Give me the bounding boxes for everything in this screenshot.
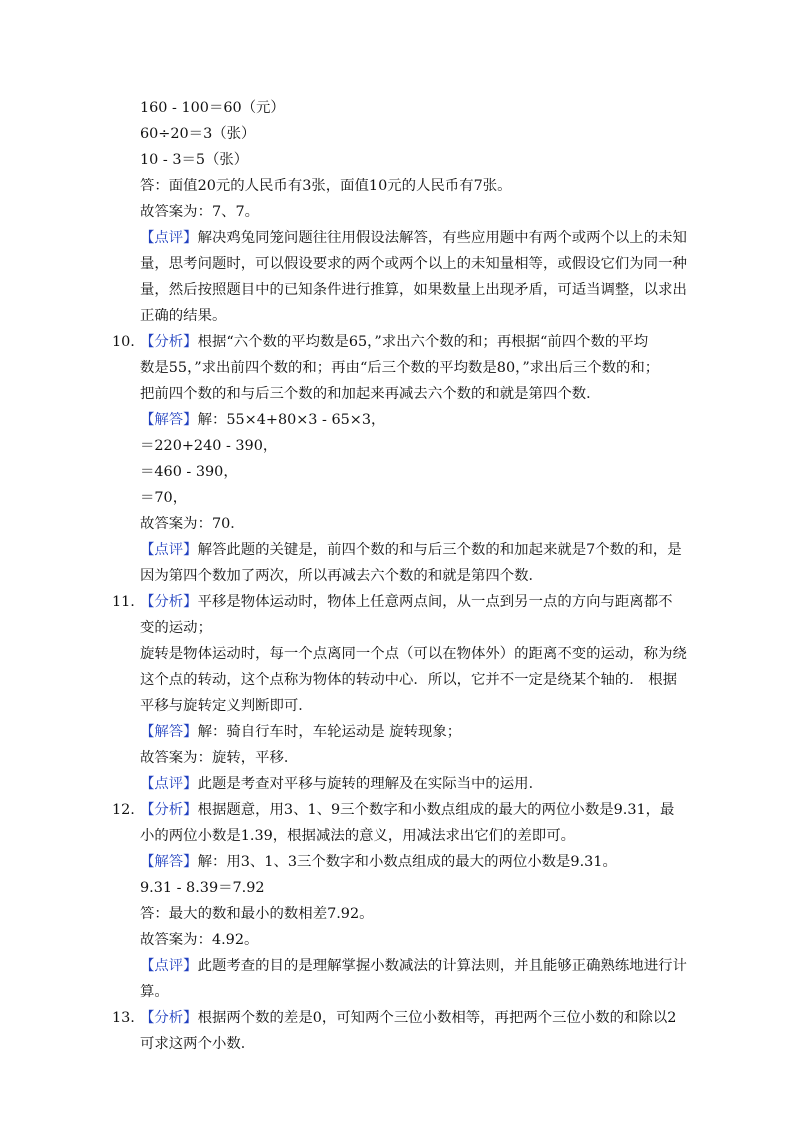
review-line: 正确的结果。 (140, 308, 227, 324)
solution-tag: 【解答】 (140, 412, 198, 428)
analysis-tag: 【分析】 (140, 1010, 198, 1026)
calc-line: ＝460 - 390， (140, 464, 238, 480)
review-line: 因为第四个数加了两次，所以再减去六个数的和就是第四个数． (140, 568, 543, 584)
review-tag: 【点评】 (140, 542, 198, 558)
solution-text: 解：用3、1、3三个数字和小数点组成的最大的两位小数是9.31。 (197, 854, 617, 870)
analysis-text: 根据“六个数的平均数是65，”求出六个数的和；再根据“前四个数的平均 (197, 334, 649, 350)
final-answer: 故答案为：70． (140, 516, 245, 532)
review-line (140, 228, 700, 248)
analysis-line: 这个点的转动，这个点称为物体的转动中心．所以，它并不一定是绕某个轴的． 根据 (140, 672, 678, 688)
analysis-line: 数是55，”求出前四个数的和；再由“后三个数的平均数是80，”求出后三个数的和； (140, 360, 660, 376)
review-text: 解答此题的关键是，前四个数的和与后三个数的和加起来就是7个数的和，是 (197, 542, 682, 558)
review-line: 量，思考问题时，可以假设要求的两个或两个以上的未知量相等，或假设它们为同一种 (140, 256, 687, 272)
review-text: 此题是考查对平移与旋转的理解及在实际当中的运用． (197, 776, 543, 792)
question-number: 13. (112, 1010, 135, 1026)
analysis-line: 把前四个数的和与后三个数的和加起来再减去六个数的和就是第四个数． (140, 386, 601, 402)
review-text: 解决鸡兔同笼问题往往用假设法解答，有些应用题中有两个或两个以上的未知 (197, 230, 687, 246)
solution-line (140, 852, 700, 872)
solution-line (140, 410, 700, 430)
calc-line: ＝220+240 - 390， (140, 438, 278, 454)
solution-tag: 【解答】 (140, 854, 198, 870)
solution-text: 解：骑自行车时，车轮运动是 旋转现象； (197, 724, 462, 740)
final-answer: 故答案为：4.92。 (140, 932, 259, 948)
analysis-line: 旋转是物体运动时，每一个点离同一个点（可以在物体外）的距离不变的运动，称为绕 (140, 646, 687, 662)
review-text: 此题考查的目的是理解掌握小数减法的计算法则，并且能够正确熟练地进行计 (197, 958, 687, 974)
calc-line: 9.31 - 8.39＝7.92 (140, 880, 265, 896)
review-tag: 【点评】 (140, 776, 198, 792)
analysis-tag: 【分析】 (140, 334, 198, 350)
final-answer: 故答案为：7、7。 (140, 204, 260, 220)
analysis-tag: 【分析】 (140, 802, 198, 818)
analysis-text: 根据两个数的差是0，可知两个三位小数相等，再把两个三位小数的和除以2 (197, 1010, 677, 1026)
calc-line: 160 - 100＝60（元） (140, 100, 285, 116)
final-answer: 故答案为：旋转，平移． (140, 750, 299, 766)
analysis-line: 平移与旋转定义判断即可． (140, 698, 313, 714)
analysis-line (140, 332, 700, 352)
analysis-text: 根据题意，用3、1、9三个数字和小数点组成的最大的两位小数是9.31，最 (197, 802, 675, 818)
review-line (140, 774, 700, 794)
solution-text: 解：55×4+80×3 - 65×3， (197, 412, 386, 428)
calc-line: 10 - 3＝5（张） (140, 152, 249, 168)
answer-line: 答：面值20元的人民币有3张，面值10元的人民币有7张。 (140, 178, 512, 194)
analysis-line: 可求这两个小数． (140, 1036, 256, 1052)
answer-line: 答：最大的数和最小的数相差7.92。 (140, 906, 374, 922)
calc-line: 60÷20＝3（张） (140, 126, 256, 142)
review-line: 算。 (140, 984, 169, 1000)
analysis-text: 平移是物体运动时，物体上任意两点间，从一点到另一点的方向与距离都不 (197, 594, 673, 610)
review-line: 量，然后按照题目中的已知条件进行推算，如果数量上出现矛盾，可适当调整，以求出 (140, 282, 687, 298)
calc-line: ＝70， (140, 490, 188, 506)
review-line (140, 956, 700, 976)
question-number: 10. (112, 334, 135, 350)
analysis-line (140, 800, 700, 820)
review-tag: 【点评】 (140, 230, 198, 246)
solution-tag: 【解答】 (140, 724, 198, 740)
analysis-tag: 【分析】 (140, 594, 198, 610)
analysis-line (140, 592, 700, 612)
review-tag: 【点评】 (140, 958, 198, 974)
analysis-line: 小的两位小数是1.39，根据减法的意义，用减法求出它们的差即可。 (140, 828, 575, 844)
question-number: 11. (112, 594, 135, 610)
question-number: 12. (112, 802, 135, 818)
analysis-line: 变的运动； (140, 620, 212, 636)
review-line (140, 540, 700, 560)
solution-line (140, 722, 700, 742)
analysis-line (140, 1008, 700, 1028)
